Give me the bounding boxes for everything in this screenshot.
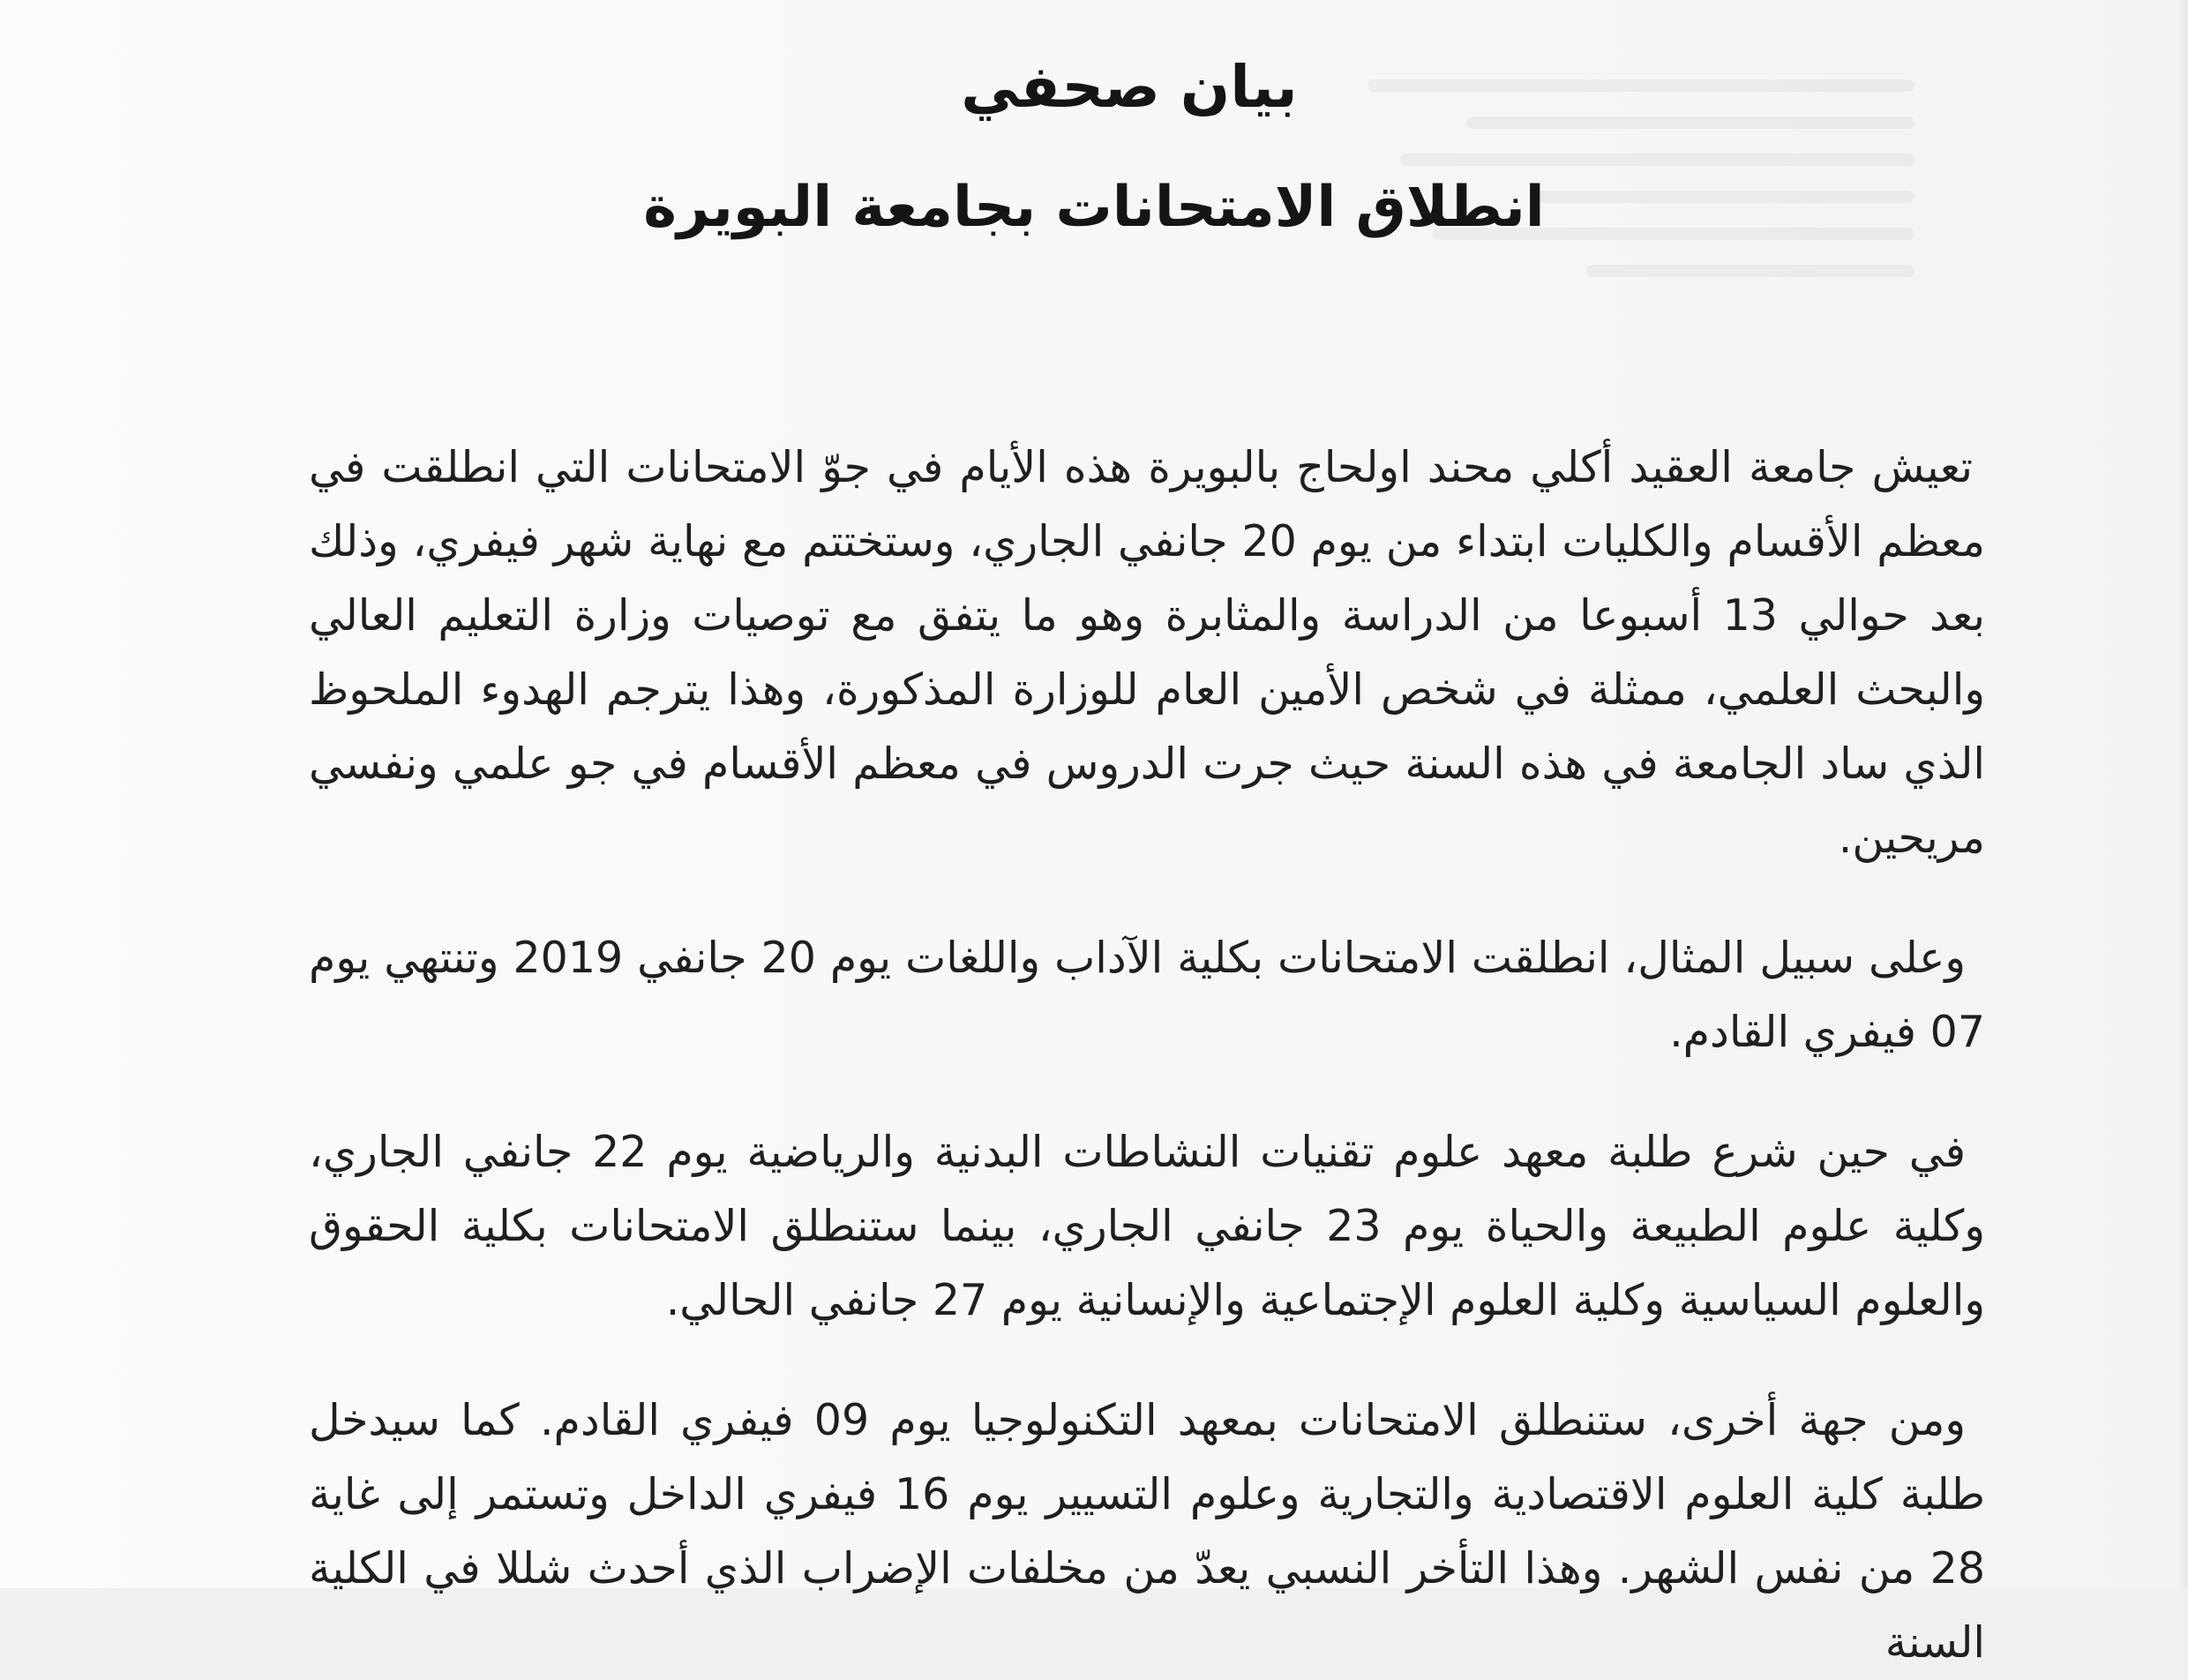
document-body (309, 431, 1985, 1680)
paragraph-2: وعلى سبيل المثال، انطلقت الامتحانات بكلية الآداب واللغات يوم 20 جانفي 2019 وتنتهي يوم 07 فيفري القادم. (309, 933, 1985, 1057)
paragraph-1: تعيش جامعة العقيد أكلي محند اولحاج بالبويرة هذه الأيام في جوّ الامتحانات التي انطلقت في معظم الأقسام والكليات ابتداء من يوم 20 جانفي الجاري، وستختتم مع نهاية شهر فيفري، وذلك بعد حوالي 13 أسبوعا من الدراسة والمثابرة وهو ما يتفق مع توصيات وزارة التعليم العالي والبحث العلمي، ممثلة في شخص الأمين العام للوزارة المذكورة، وهذا يترجم الهدوء الملحوظ الذي ساد الجامعة في هذه السنة حيث جرت الدروس في معظم الأقسام في جو علمي ونفسي مريحين. (309, 442, 1985, 863)
paragraph-3: في حين شرع طلبة معهد علوم تقنيات النشاطات البدنية والرياضية يوم 22 جانفي الجاري، وكلية علوم الطبيعة والحياة يوم 23 جانفي الجاري، بينما ستنطلق الامتحانات بكلية الحقوق والعلوم السياسية وكلية العلوم الإجتماعية والإنسانية يوم 27 جانفي الحالي. (309, 1127, 1985, 1325)
document-title: بيان صحفي (961, 53, 1298, 121)
document-subtitle: انطلاق الامتحانات بجامعة البويرة (643, 175, 1545, 240)
paragraph-4: ومن جهة أخرى، ستنطلق الامتحانات بمعهد التكنولوجيا يوم 09 فيفري القادم. كما سيدخل طلبة كلية العلوم الاقتصادية والتجارية وعلوم التسيير يوم 16 فيفري الداخل وتستمر إلى غاية 28 من نفس الشهر. وهذا التأخر النسبي يعدّ من مخلفات الإضراب الذي أحدث شللا في الكلية السنة (309, 1395, 1985, 1668)
